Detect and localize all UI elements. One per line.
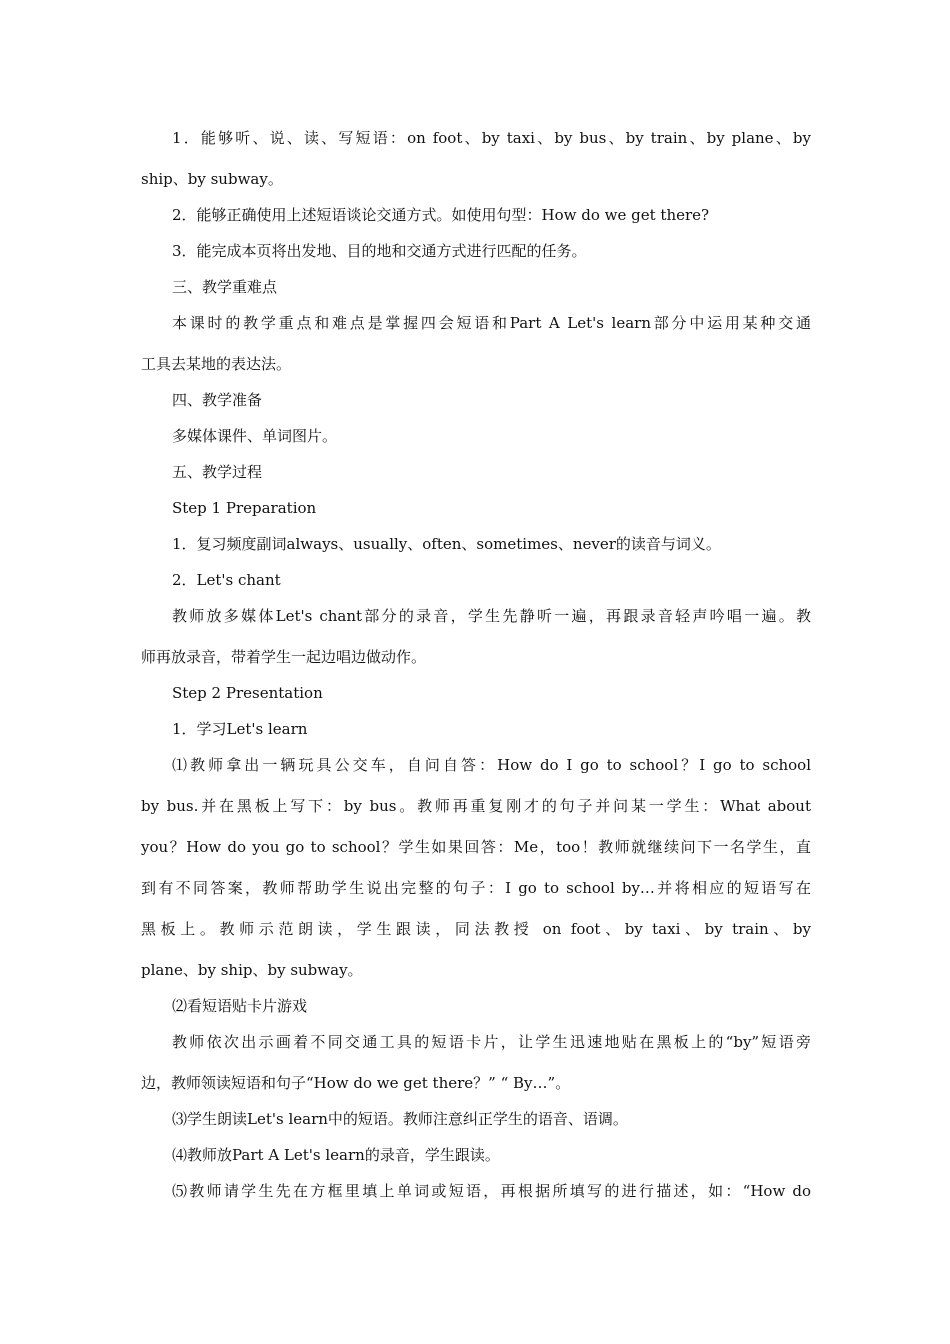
objective-1-line-2: ship、by subway。 [141, 170, 283, 188]
step-2-sub-5: ⑸教师请学生先在方框里填上单词或短语，再根据所填写的进行描述，如：“How do [172, 1182, 811, 1200]
section-heading-key-points: 三、教学重难点 [172, 278, 278, 296]
chant-paragraph-line-1: 教师放多媒体Let's chant部分的录音，学生先静听一遍，再跟录音轻声吟唱一遍。教 [172, 607, 811, 625]
bus-paragraph-line-2: by bus.并在黑板上写下：by bus。教师再重复刚才的句子并问某一学生：What about [141, 797, 811, 815]
key-points-line-2: 工具去某地的表达法。 [141, 355, 292, 373]
card-game-line-1: 教师依次出示画着不同交通工具的短语卡片，让学生迅速地贴在黑板上的“by”短语旁 [172, 1033, 811, 1051]
preparation-materials: 多媒体课件、单词图片。 [172, 427, 338, 445]
bus-paragraph-line-1: ⑴教师拿出一辆玩具公交车，自问自答：How do I go to school？I go to school [172, 756, 811, 774]
objective-2: 2．能够正确使用上述短语谈论交通方式。如使用句型：How do we get there? [172, 206, 710, 224]
card-game-line-2: 边，教师领读短语和句子“How do we get there？” “ By…”。 [141, 1074, 571, 1092]
step-2-item-1: 1．学习Let's learn [172, 720, 308, 738]
key-points-line-1: 本课时的教学重点和难点是掌握四会短语和Part A Let's learn部分中运用某种交通 [172, 314, 811, 332]
step-2-heading: Step 2 Presentation [172, 684, 323, 702]
card-game-heading: ⑵看短语贴卡片游戏 [172, 997, 308, 1015]
bus-paragraph-line-3: you？How do you go to school？学生如果回答：Me，too！教师就继续问下一名学生，直 [141, 838, 811, 856]
section-heading-process: 五、教学过程 [172, 463, 263, 481]
step-1-item-2: 2．Let's chant [172, 571, 281, 589]
bus-paragraph-line-4: 到有不同答案，教师帮助学生说出完整的句子：I go to school by…并将相应的短语写在 [141, 879, 811, 897]
section-heading-preparation: 四、教学准备 [172, 391, 263, 409]
objective-3: 3．能完成本页将出发地、目的地和交通方式进行匹配的任务。 [172, 242, 587, 260]
chant-paragraph-line-2: 师再放录音，带着学生一起边唱边做动作。 [141, 648, 427, 666]
step-1-item-1: 1．复习频度副词always、usually、often、sometimes、never的读音与词义。 [172, 535, 721, 553]
step-2-sub-4: ⑷教师放Part A Let's learn的录音，学生跟读。 [172, 1146, 500, 1164]
objective-1-line-1: 1．能够听、说、读、写短语：on foot、by taxi、by bus、by train、by plane、by [172, 129, 811, 147]
bus-paragraph-line-6: plane、by ship、by subway。 [141, 961, 363, 979]
bus-paragraph-line-5: 黑板上。教师示范朗读，学生跟读，同法教授 on foot、by taxi、by train、by [141, 920, 811, 938]
step-1-heading: Step 1 Preparation [172, 499, 317, 517]
step-2-sub-3: ⑶学生朗读Let's learn中的短语。教师注意纠正学生的语音、语调。 [172, 1110, 628, 1128]
